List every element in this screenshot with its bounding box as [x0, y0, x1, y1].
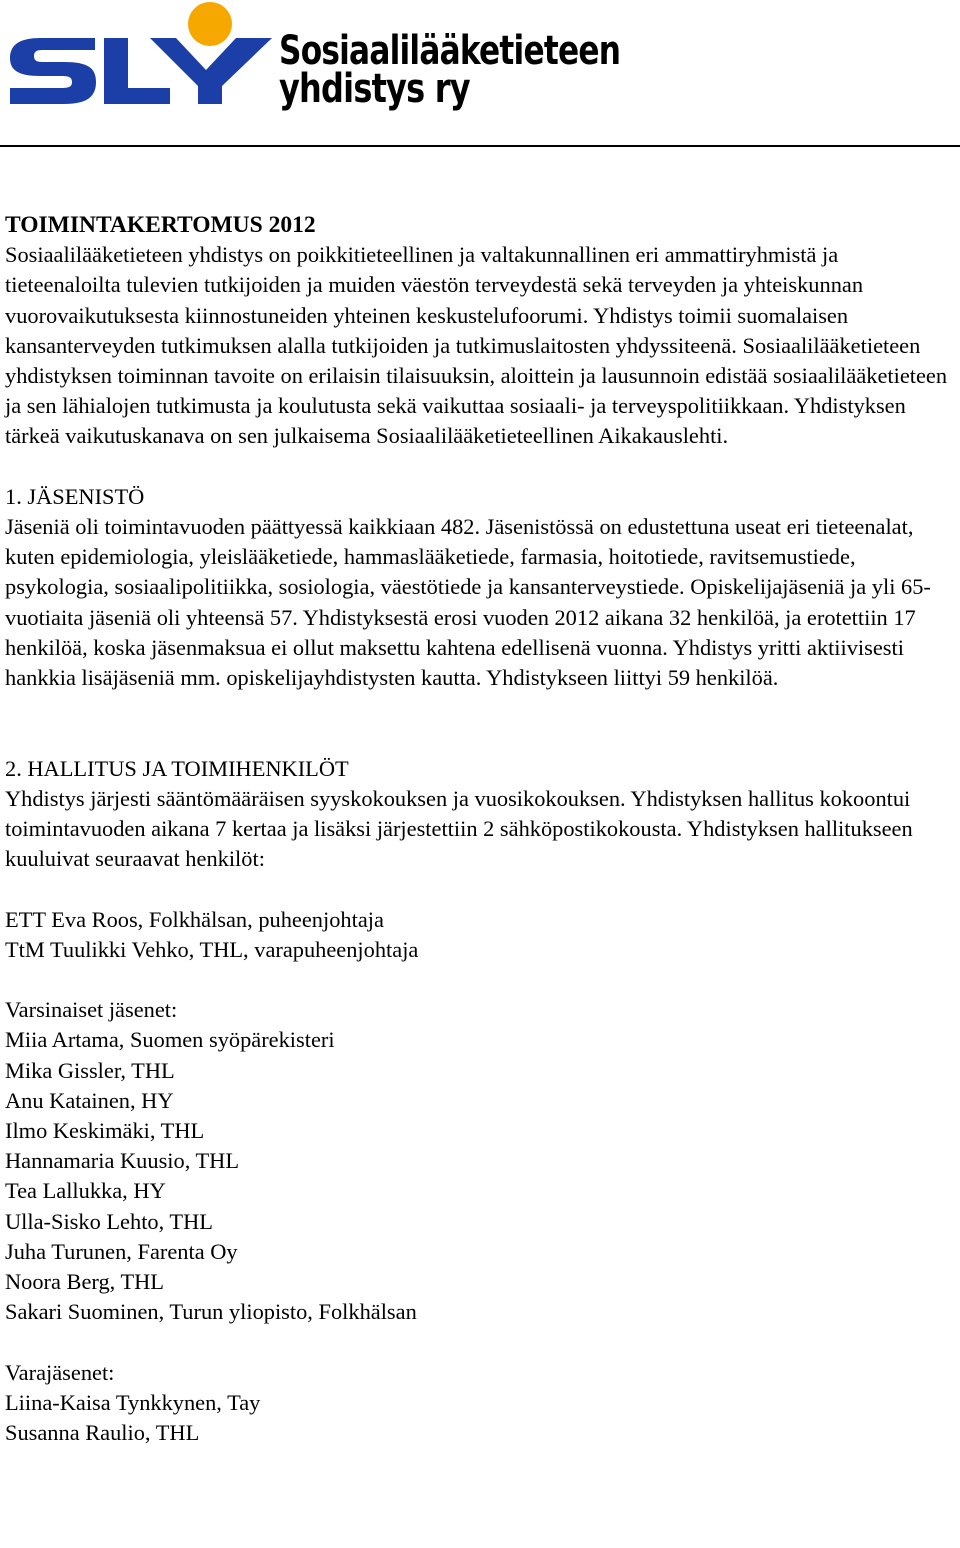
list-item: Susanna Raulio, THL — [5, 1420, 200, 1446]
document-body — [5, 210, 955, 1448]
members-heading: Varsinaiset jäsenet: — [5, 997, 178, 1023]
logo-sun — [188, 2, 232, 46]
spacer — [5, 965, 955, 995]
logo-text-line2: yhdistys ry — [279, 66, 470, 112]
list-item: TtM Tuulikki Vehko, THL, varapuheenjohtaja — [5, 936, 419, 962]
list-item: Liina-Kaisa Tynkkynen, Tay — [5, 1389, 261, 1415]
intro-paragraph: Sosiaalilääketieteen yhdistys on poikkitieteellinen ja valtakunnallinen eri ammattiryhmistä ja tieteenaloilta tulevien tutkijoiden ja muiden väestön terveydestä sekä terveyden ja yhteiskunnan vuorovaikutuksesta kiinnostuneiden yhteinen keskustelufoorumi. Yhdistys toimii suomalaisen kansanterveyden tutkimuksen alalla tutkijoiden ja tutkimuslaitosten yhdyssiteenä. Sosiaalilääketieteen yhdistyksen toiminnan tavoite on erilaisin tilaisuuksin, aloittein ja lausunnoin edistää sosiaalilääketieteen ja sen lähialojen tutkimusta ja koulutusta sekä vaikuttaa sosiaali- ja terveyspolitiikkaan. Yhdistyksen tärkeä vaikutuskanava on sen julkaisema Sosiaalilääketieteellinen Aikakauslehti. — [5, 242, 948, 449]
list-item: Miia Artama, Suomen syöpärekisteri — [5, 1027, 335, 1053]
list-item: Tea Lallukka, HY — [5, 1178, 166, 1204]
logo-letter-s — [10, 38, 96, 104]
logo-text-line1: Sosiaalilääketieteen — [279, 28, 621, 74]
list-item: Noora Berg, THL — [5, 1269, 164, 1295]
spacer — [5, 874, 955, 904]
association-logo — [0, 0, 620, 130]
deputies-heading: Varajäsenet: — [5, 1359, 115, 1385]
list-item: Juha Turunen, Farenta Oy — [5, 1238, 238, 1264]
list-item: Anu Katainen, HY — [5, 1087, 174, 1113]
board-members-list — [5, 1025, 955, 1327]
section2-heading: 2. HALLITUS JA TOIMIHENKILÖT — [5, 755, 349, 781]
list-item: Ilmo Keskimäki, THL — [5, 1118, 205, 1144]
header-divider — [0, 145, 960, 147]
section2-paragraph: Yhdistys järjesti sääntömääräisen syyskokouksen ja vuosikokouksen. Yhdistyksen hallitus kokoontui toimintavuoden aikana 7 kertaa ja lisäksi järjestettiin 2 sähköpostikokousta. Yhdistyksen hallitukseen kuuluivat seuraavat henkilöt: — [5, 785, 913, 872]
spacer — [5, 1327, 955, 1357]
list-item: Sakari Suominen, Turun yliopisto, Folkhälsan — [5, 1299, 417, 1325]
document-title: TOIMINTAKERTOMUS 2012 — [5, 212, 316, 238]
board-deputies-list — [5, 1388, 955, 1448]
section1-heading: 1. JÄSENISTÖ — [5, 483, 145, 509]
list-item: Ulla-Sisko Lehto, THL — [5, 1208, 213, 1234]
section1-paragraph: Jäseniä oli toimintavuoden päättyessä kaikkiaan 482. Jäsenistössä on edustettuna useat eri tieteenalat, kuten epidemiologia, yleislääketiede, hammaslääketiede, farmasia, hoitotiede, ravitsemustiede, psykologia, sosiaalipolitiikka, sosiologia, väestötiede ja kansanterveystiede. Opiskelijajäseniä ja yli 65-vuotiaita jäseniä oli yhteensä 57. Yhdistyksestä erosi vuoden 2012 aikana 32 henkilöä, ja erotettiin 17 henkilöä, koska jäsenmaksua ei ollut maksettu kahtena edellisenä vuonna. Yhdistys yritti aktiivisesti hankkia lisäjäseniä mm. opiskelijayhdistysten kautta. Yhdistykseen liittyi 59 henkilöä. — [5, 514, 931, 691]
spacer — [5, 693, 955, 753]
list-item: ETT Eva Roos, Folkhälsan, puheenjohtaja — [5, 906, 384, 932]
board-chairs-list — [5, 905, 955, 965]
list-item: Hannamaria Kuusio, THL — [5, 1148, 240, 1174]
spacer — [5, 452, 955, 482]
list-item: Mika Gissler, THL — [5, 1057, 175, 1083]
